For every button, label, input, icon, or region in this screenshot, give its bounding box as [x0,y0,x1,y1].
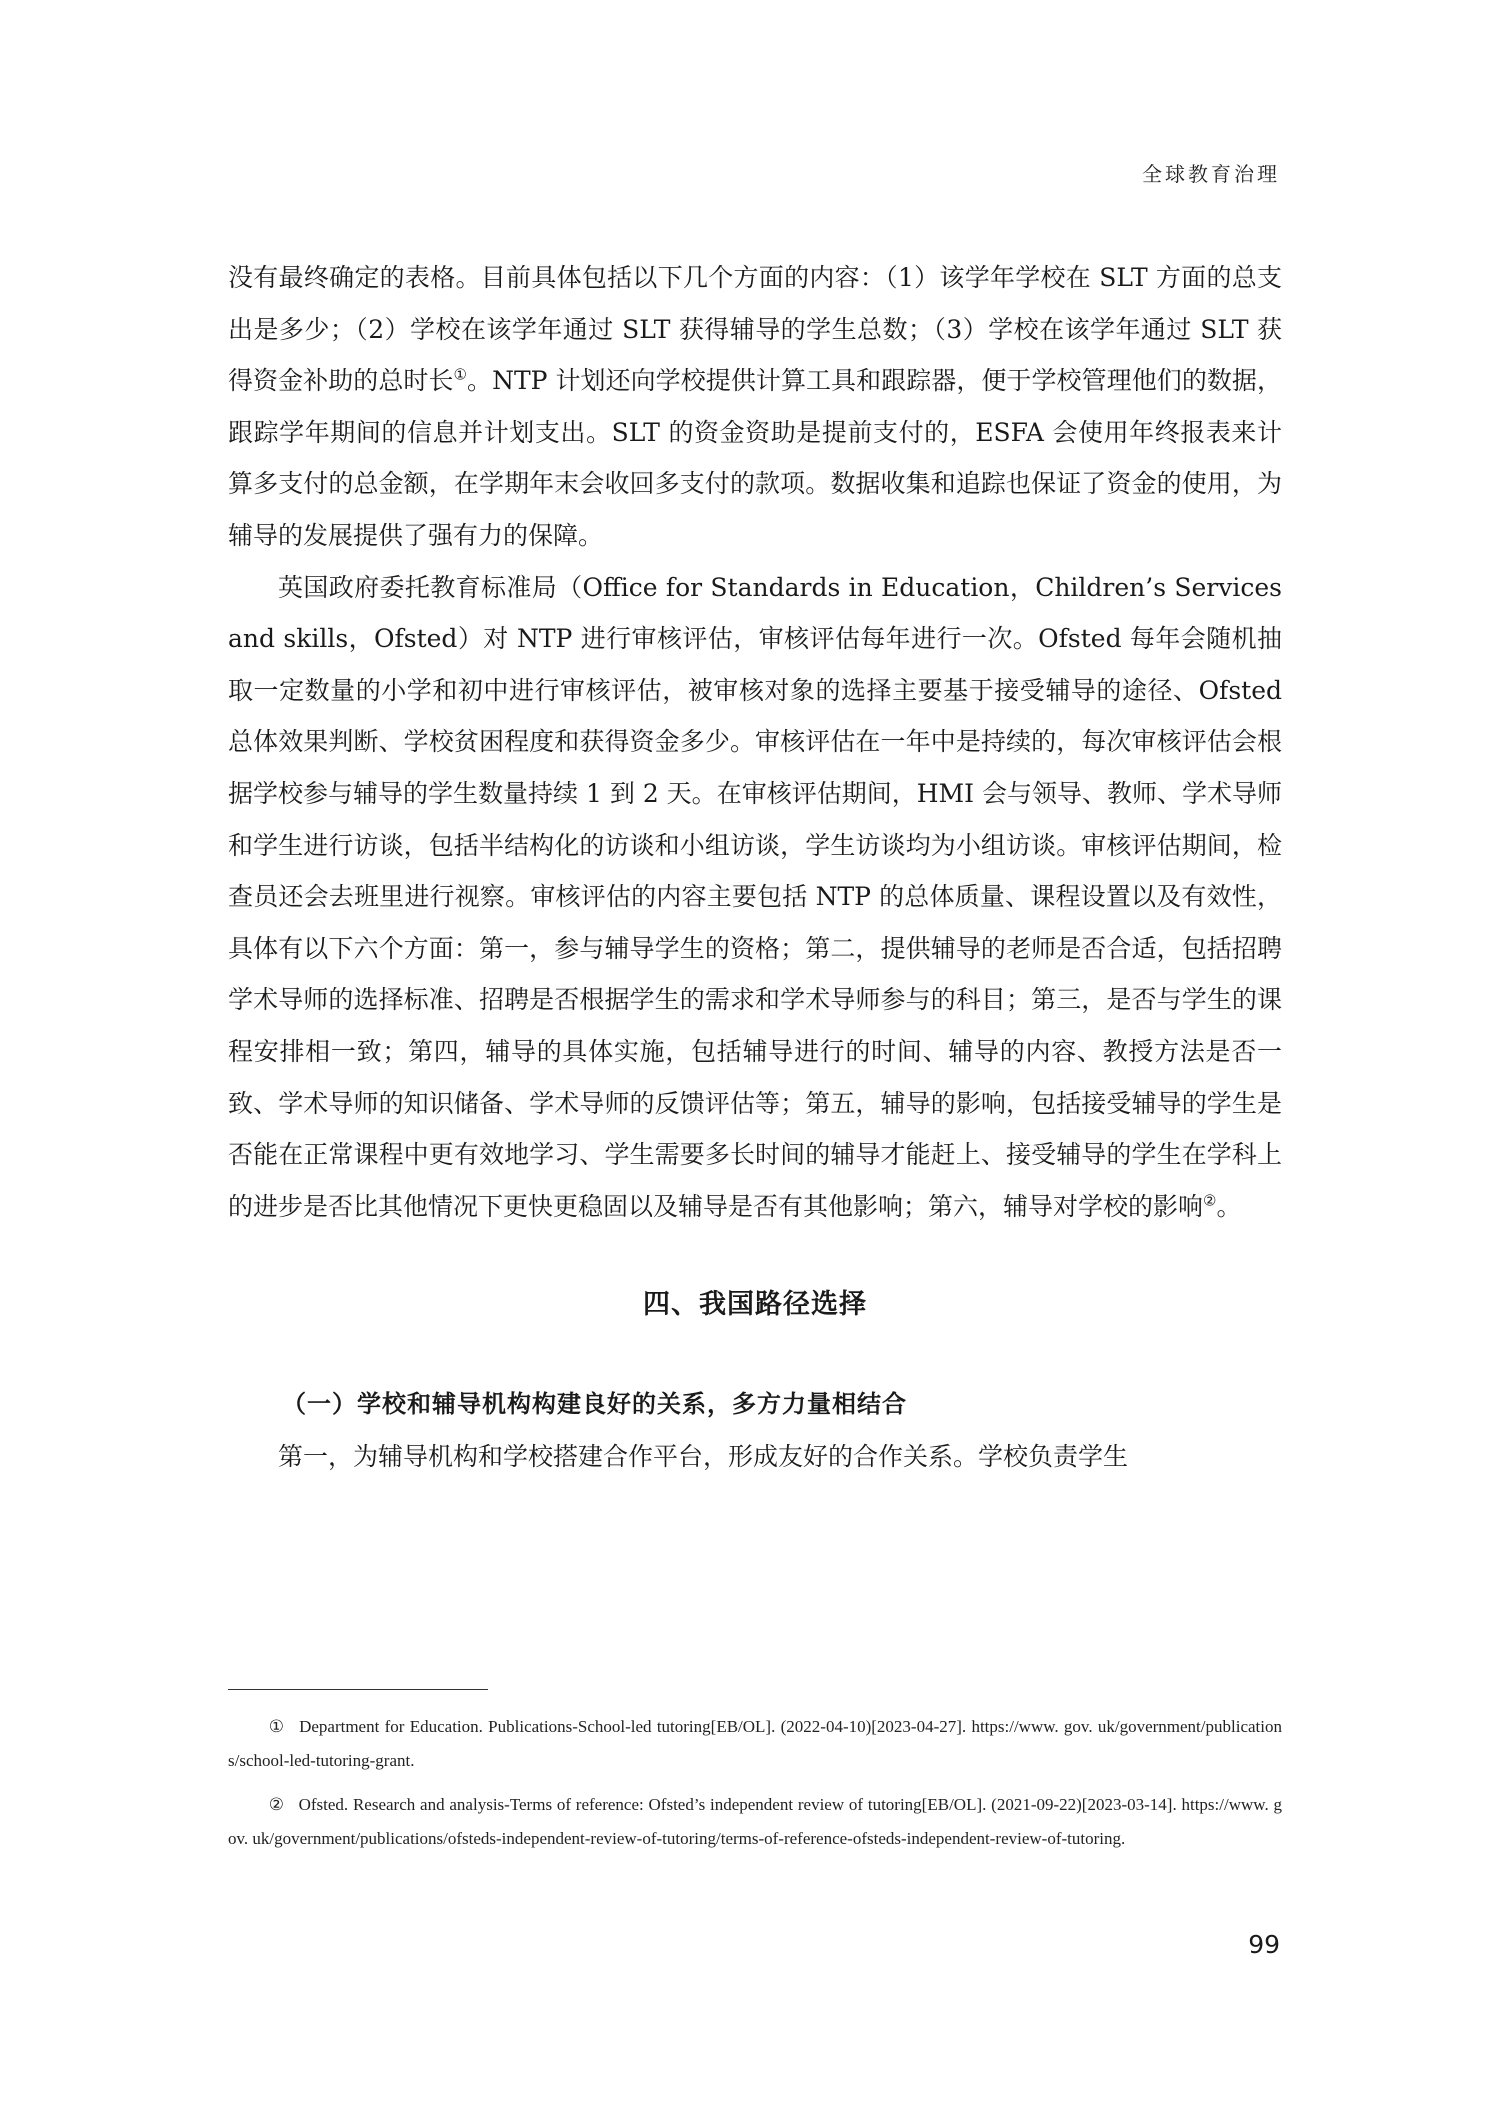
footnote-divider [228,1689,488,1690]
footnote-mark: ① [268,1717,286,1736]
paragraph-2 [228,562,1282,1233]
footnote-2 [228,1788,1282,1856]
section-heading: 四、我国路径选择 [643,1289,867,1321]
footnote-ref-2[interactable]: ② [1203,1191,1217,1210]
paragraph-3: 第一，为辅导机构和学校搭建合作平台，形成友好的合作关系。学校负责学生 [278,1441,1129,1471]
paragraph-text: 没有最终确定的表格。目前具体包括以下几个方面的内容：（1）该学年学校在 SLT 方面的总支出是多少；（2）学校在该学年通过 SLT 获得辅导的学生总数；（3）学校在该学年通过 SLT 获得资金补助的总时长 [228,263,1282,396]
footnote-text: Department for Education. Publications-School-led tutoring[EB/OL]. (2022-04-10)[2023-04-27]. https://www. gov. uk/government/publications/school-led-tutoring-grant. [228,1717,1282,1770]
footnote-mark: ② [268,1795,285,1814]
footnote-text: Ofsted. Research and analysis-Terms of reference: Ofsted’s independent review of tutoring[EB/OL]. (2021-09-22)[2023-03-14]. https://www. gov. uk/government/publications/ofsteds-independent-review-of-tutoring/terms-of-reference-ofsteds-independent-review-of-tutoring. [228,1795,1282,1848]
paragraph-text: 英国政府委托教育标准局（Office for Standards in Education，Children’s Services and skills，Ofsted）对 NTP 进行审核评估，审核评估每年进行一次。Ofsted 每年会随机抽取一定数量的小学和初中进行审核评估，被审核对象的选择主要基于接受辅导的途径、Ofsted 总体效果判断、学校贫困程度和获得资金多少。审核评估在一年中是持续的，每次审核评估会根据学校参与辅导的学生数量持续 1 到 2 天。在审核评估期间，HMI 会与领导、教师、学术导师和学生进行访谈，包括半结构化的访谈和小组访谈，学生访谈均为小组访谈。审核评估期间，检查员还会去班里进行视察。审核评估的内容主要包括 NTP 的总体质量、课程设置以及有效性，具体有以下六个方面：第一，参与辅导学生的资格；第二，提供辅导的老师是否合适，包括招聘学术导师的选择标准、招聘是否根据学生的需求和学术导师参与的科目；第三，是否与学生的课程安排相一致；第四，辅导的具体实施，包括辅导进行的时间、辅导的内容、教授方法是否一致、学术导师的知识储备、学术导师的反馈评估等；第五，辅导的影响，包括接受辅导的学生是否能在正常课程中更有效地学习、学生需要多长时间的辅导才能赶上、接受辅导的学生在学科上的进步是否比其他情况下更快更稳固以及辅导是否有其他影响；第六，辅导对学校的影响 [228,572,1282,1221]
footnote-ref-1[interactable]: ① [453,365,468,384]
page-number: 99 [1248,1930,1280,1959]
subsection-heading: （一）学校和辅导机构构建良好的关系，多方力量相结合 [282,1390,907,1419]
body-text [228,252,1282,1482]
footnote-1 [228,1710,1282,1778]
footnotes [228,1710,1282,1866]
paragraph-1 [228,252,1282,562]
paragraph-text-tail: 。 [1216,1191,1242,1221]
paragraph-text-tail: 。NTP 计划还向学校提供计算工具和跟踪器，便于学校管理他们的数据，跟踪学年期间的信息并计划支出。SLT 的资金资助是提前支付的，ESFA 会使用年终报表来计算多支付的总金额，在学期年末会收回多支付的款项。数据收集和追踪也保证了资金的使用，为辅导的发展提供了强有力的保障。 [228,366,1282,550]
running-head: 全球教育治理 [1142,162,1280,186]
